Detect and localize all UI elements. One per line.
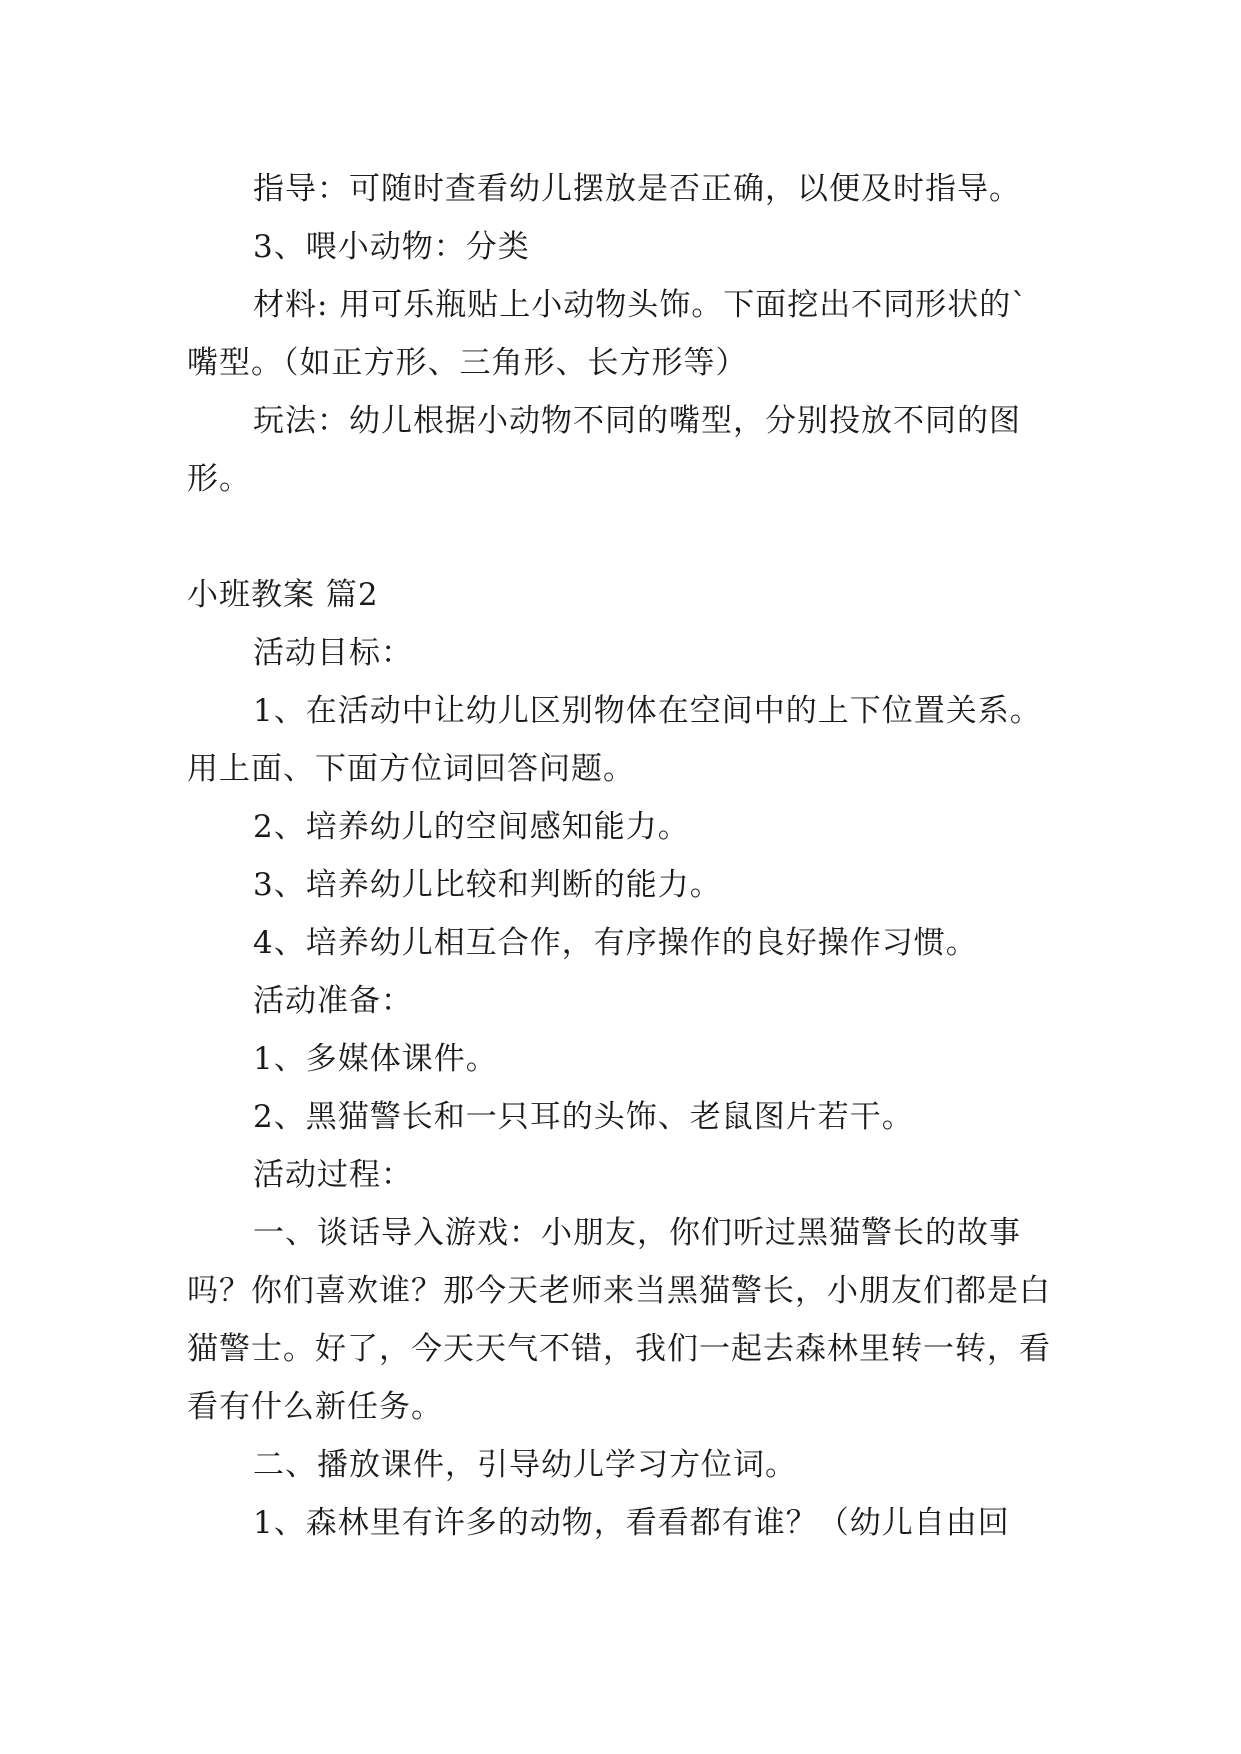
paragraph-activity-goals-label: 活动目标： (253, 635, 413, 671)
paragraph-goal-4: 4、培养幼儿相互合作，有序操作的良好操作习惯。 (253, 925, 978, 961)
paragraph-goal-1: 1、在活动中让幼儿区别物体在空间中的上下位置关系。用上面、下面方位词回答问题。 (187, 693, 1042, 787)
document-body (187, 160, 1057, 1552)
paragraph-preparation-label: 活动准备： (253, 983, 413, 1019)
paragraph-goal-3: 3、培养幼儿比较和判断的能力。 (253, 867, 722, 903)
paragraph-process-3: 1、森林里有许多的动物，看看都有谁？（幼儿自由回 (253, 1505, 1010, 1541)
section-title: 小班教案 篇2 (187, 577, 379, 613)
paragraph-process-1: 一、谈话导入游戏：小朋友，你们听过黑猫警长的故事吗？你们喜欢谁？那今天老师来当黑猫警长，小朋友们都是白猫警士。好了，今天天气不错，我们一起去森林里转一转，看看有什么新任务。 (187, 1215, 1051, 1425)
paragraph-goal-2: 2、培养幼儿的空间感知能力。 (253, 809, 690, 845)
paragraph-guidance: 指导：可随时查看幼儿摆放是否正确，以便及时指导。 (253, 171, 1021, 207)
paragraph-process-label: 活动过程： (253, 1157, 413, 1193)
paragraph-preparation-1: 1、多媒体课件。 (253, 1041, 498, 1077)
paragraph-feed-animals: 3、喂小动物：分类 (253, 229, 530, 265)
paragraph-materials: 材料: 用可乐瓶贴上小动物头饰。下面挖出不同形状的`嘴型。（如正方形、三角形、长方形等） (187, 287, 1028, 381)
paragraph-play-method: 玩法：幼儿根据小动物不同的嘴型，分别投放不同的图形。 (187, 403, 1021, 497)
paragraph-process-2: 二、播放课件，引导幼儿学习方位词。 (253, 1447, 797, 1483)
paragraph-preparation-2: 2、黑猫警长和一只耳的头饰、老鼠图片若干。 (253, 1099, 914, 1135)
